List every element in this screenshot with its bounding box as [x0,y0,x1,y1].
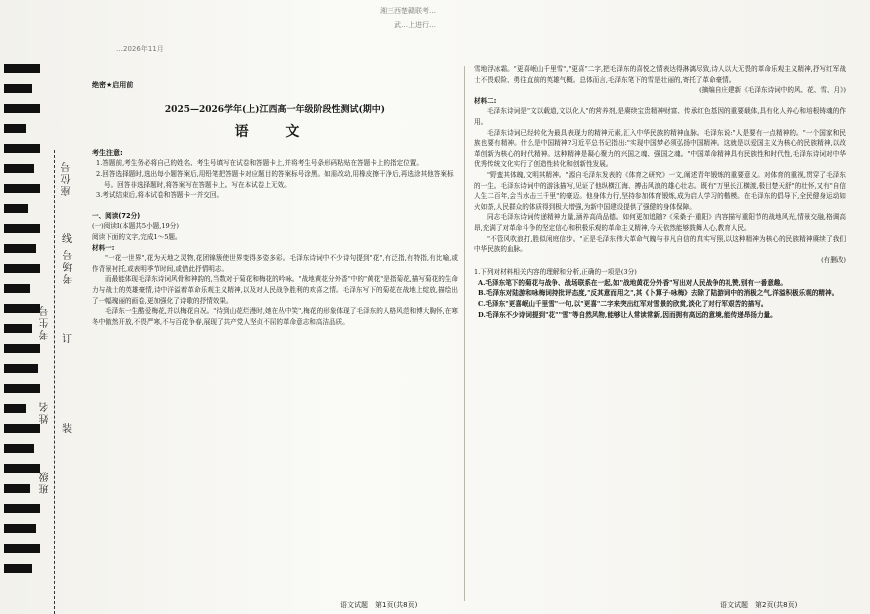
note-item: 1.答题前,考生务必将自己的姓名、考生号填写在试卷和答题卡上,并将考生号条形码粘贴在答题卡上的指定位置。 [96,159,423,168]
binding-bar [4,404,26,413]
binding-bar [4,504,40,513]
note-item: 3.考试结束后,将本试卷和答题卡一并交回。 [96,191,224,200]
label-name: 姓名 [40,400,51,424]
binding-bar [4,264,40,273]
top-stamp-1: …2026年11月 [116,45,164,53]
binding-bar [4,64,40,73]
label-class: 班级 [40,470,51,494]
binding-bar [4,364,38,373]
instruction-text: 阅读下面的文字,完成1～5题。 [92,232,182,241]
binding-bar [4,484,30,493]
question-option-b: B.毛泽东对陆游和咏梅词持批评态度,"反其意而用之",其《卜算子·咏梅》去除了陆游词中的消极之气,洋溢积极乐观的精神。 [478,289,839,298]
binding-bar [4,184,40,193]
paragraph: 毛泽东一生酷爱梅花,并以梅花自况。"待到山花烂漫时,她在丛中笑",梅花的形象体现了毛泽东的人格风范和博大胸怀,在寒冬中傲然开放,不畏严寒,不与百花争春,展现了共产党人坚贞不屈的革命意志和高洁品质。 [92,307,458,326]
material-2-label: 材料二: [474,96,497,105]
paragraph: "一花一世界",花为天地之灵物,花团锦簇使世界变得多姿多彩。毛泽东诗词中不少诗句提到"花",有泛指,有特指,有比喻,或作背景衬托,或表明季节时间,或借此抒情明志。 [92,254,458,273]
question-option-d: D.毛泽东不少诗词提到"花""雪"等自然风物,能够让人常读常新,因而拥有高远的意境,能传递昂扬力量。 [478,310,777,319]
paragraph: 同志毛泽东诗词传递精神力量,涵养高尚品德。如何更加追随?《采桑子·重阳》内容描写重阳节的战地风光,情景交融,格调高昂,充满了对革命斗争的坚定信心和积极乐观的革命主义精神,今天依然能够鼓舞人心,教育人民。 [474,213,846,232]
binding-bar [4,244,36,253]
binding-bar [4,204,28,213]
binding-bar [4,104,40,113]
label-seat: 座位号 [62,160,73,196]
binding-bar [4,304,40,313]
binding-bar [4,444,34,453]
cut-mark-staple: 订 [62,334,72,345]
note-item: 2.回答选择题时,选出每小题答案后,用铅笔把答题卡对应题目的答案标号涂黑。如需改动,用橡皮擦干净后,再选涂其他答案标号。回答非选择题时,将答案写在答题卡上。写在本试卷上无效。 [96,169,454,189]
cut-line [54,150,55,614]
top-stamp-3: 武…上进行… [394,21,436,29]
paragraph: "不管风吹浪打,胜似闲庭信步。"正是毛泽东伟大革命气魄与非凡自信的真实写照,以这种精神为核心的民族精神赓续了我们中华民族的血脉。 [474,234,846,254]
subsection-heading: (一)阅读Ⅰ(本题共5小题,19分) [92,222,179,231]
question-option-c: C.毛泽东"更喜岷山千里雪"一句,以"更喜"二字来突出红军对雪景的欣赏,淡化了对行军艰苦的描写。 [478,300,768,309]
paragraph: 毛泽东诗词是"文以载道,文以化人"的营养剂,是赓续宝贵精神财富、传承红色基因的重要载体,具有化人养心和培根铸魂的作用。 [474,107,846,126]
binding-bar [4,344,40,353]
section-heading: 一、阅读(72分) [92,211,141,220]
binding-bar [4,124,26,133]
column-divider [464,66,465,601]
binding-bar [4,84,32,93]
binding-bar [4,544,40,553]
binding-bar [4,384,40,393]
binding-bar [4,324,32,333]
binding-bar [4,284,30,293]
right-column [474,64,846,320]
notes-title: 考生注意: [92,148,123,157]
binding-bar [4,464,40,473]
paragraph: 雪地浮冰霜。"更喜岷山千里雪","更喜"二字,把毛泽东的喜悦之情表达得淋漓尽致,诗人以大无畏的革命乐观主义精神,抒写红军战士不畏艰险、勇往直前的英雄气概。总体而言,毛泽东笔下的雪是壮丽的,寄托了革命豪情。 [474,65,846,84]
binding-bar [4,144,40,153]
binding-bar [4,564,32,573]
binding-bar [4,164,34,173]
top-stamp-2: 湘三西楚赣联考… [380,7,436,15]
paragraph: 而最能体现毛泽东诗词风骨和神韵的,当数对于菊花和梅花的吟咏。"战地黄花分外香"中的"黄花"是指菊花,描写菊花的生命力与战士的英雄豪情,诗中洋溢着革命乐观主义精神,以及对人民战争胜利的欢喜之情。毛泽东写下的菊花在战地上绽放,描绘出了一幅瑰丽的画卷,更加强化了诗歌的抒情效果。 [92,275,458,305]
question-option-a: A.毛泽东笔下的菊花与战争、战场联系在一起,如"战地黄花分外香"写出对人民战争的礼赞,别有一番意趣。 [478,278,787,287]
binding-bar [4,424,40,433]
left-column [92,64,458,327]
binding-bar [4,524,36,533]
paragraph: "野蛮其体魄,文明其精神。"源自毛泽东发表的《体育之研究》一文,阐述青年锻炼的重要意义。对体育的重视,贯穿了毛泽东的一生。毛泽东诗词中的游泳描写,见证了他纵横江海、搏击风浪的雄心壮志。既有"万里长江横渡,极目楚天舒"的壮怀,又有"自信人生二百年,会当水击三千里"的豪迈。他身体力行,坚持参加体育锻炼,成为启人学习的楷模。在毛泽东的倡导下,全民健身运动如火如荼,人民群众的体质得到极大增强,为新中国建设提供了强健的身体保障。 [474,170,846,211]
paragraph: 毛泽东诗词已经转化为最具表现力的精神元素,汇入中华民族的精神血脉。毛泽东说:"人是要有一点精神的。"一个国家和民族也要有精神。什么是中国精神?习近平总书记指出:"实现中国梦必须弘扬中国精神。这就是以爱国主义为核心的民族精神,以改革创新为核心的时代精神。这种精神是凝心聚力的兴国之魂、强国之魂。"中国革命精神具有民族性和时代性,毛泽东诗词对中华优秀传统文化实行了创造性转化和创新性发展。 [474,128,846,169]
cut-mark-bind: 装 [62,424,72,435]
secret-label: 绝密★启用前 [92,81,134,89]
footer-page-1: 语文试题 第1页(共8页) [340,601,418,609]
label-exam-no: 考场号 [64,248,75,284]
material-1-label: 材料一: [92,243,115,252]
edit-note: (有删改) [821,255,846,264]
binding-bar [4,224,40,233]
source-citation: (摘编自庄建新《毛泽东诗词中的风、花、雪、月》) [699,86,846,95]
exam-title: 2025—2026学年(上)江西高一年级阶段性测试(期中) [164,104,386,115]
question-stem: 1.下列对材料相关内容的理解和分析,正确的一项是(3分) [474,268,637,277]
footer-page-2: 语文试题 第2页(共8页) [720,601,798,609]
barcode-bars [4,64,40,614]
binding-strip [0,0,88,614]
subject-title: 语 文 [234,124,316,141]
label-student-no: 考生号 [40,304,51,340]
cut-mark-line: 线 [62,234,72,245]
